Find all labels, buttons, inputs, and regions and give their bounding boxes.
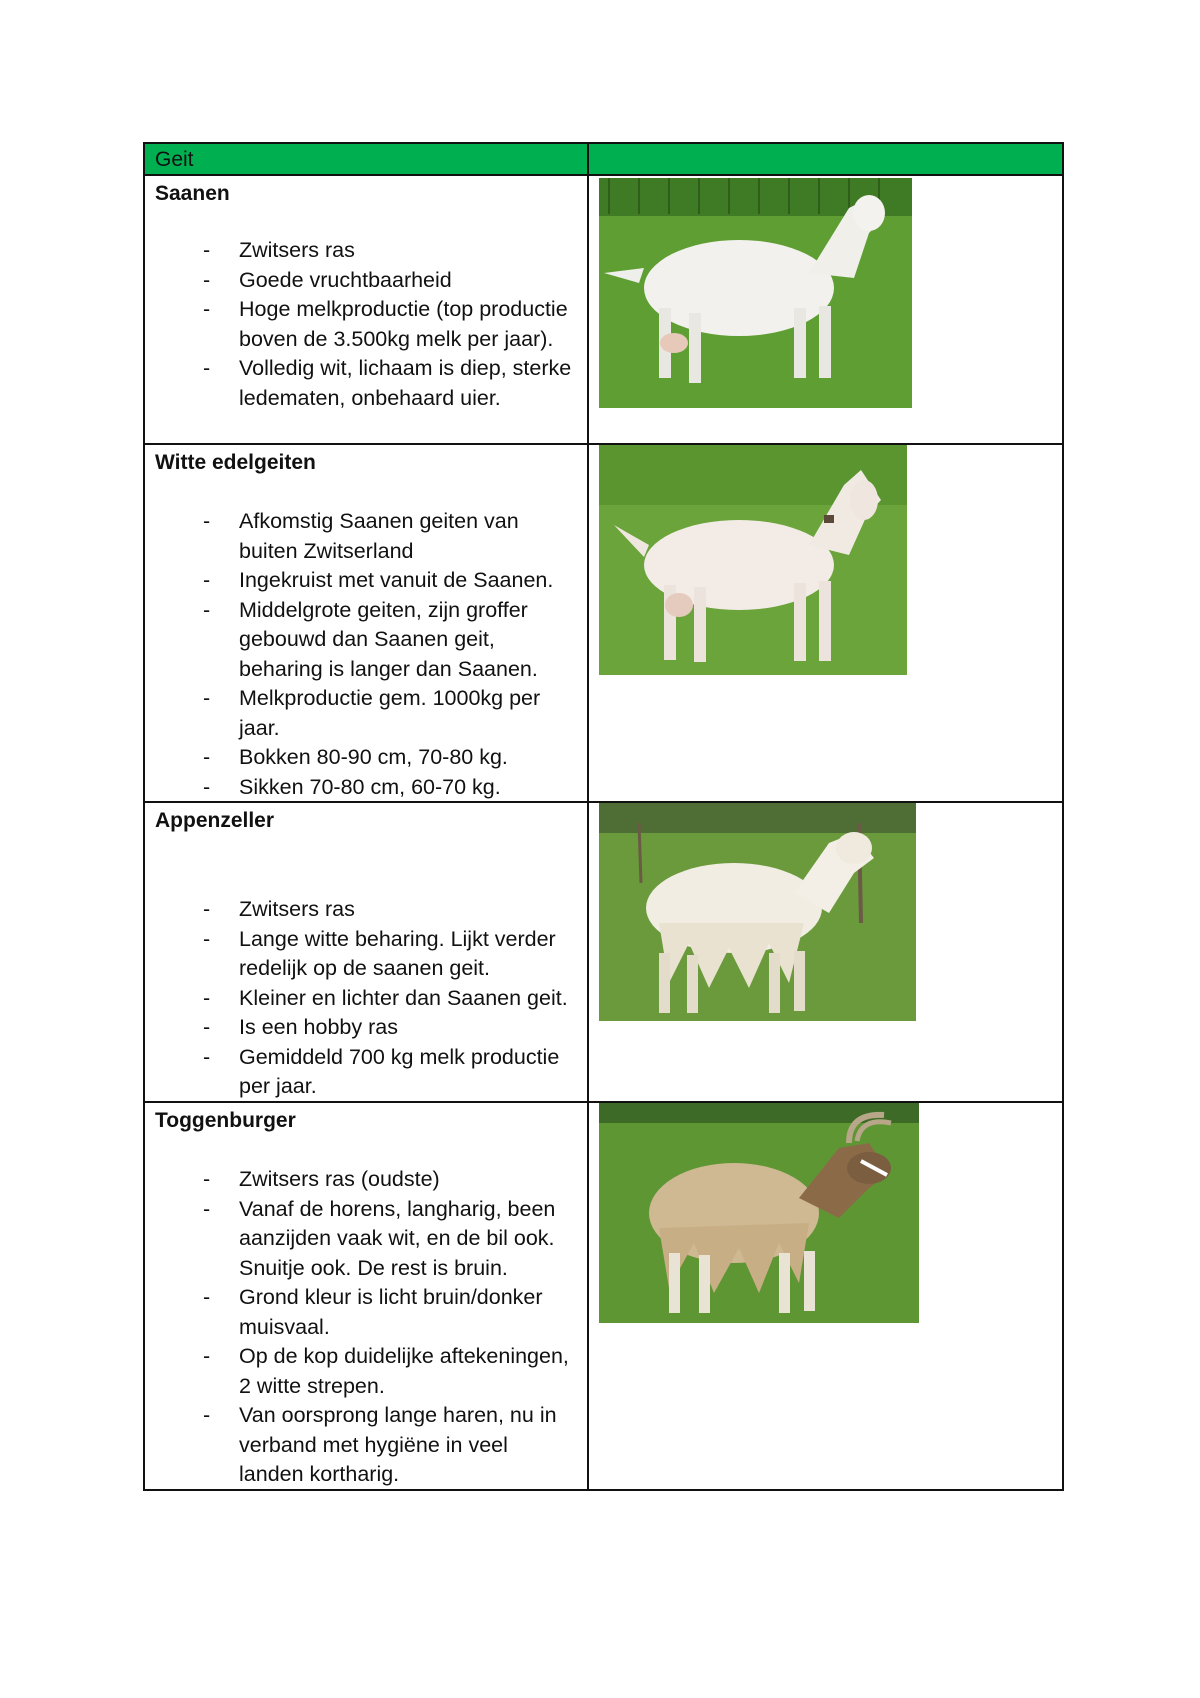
brown-toggenburger-goat-photo	[599, 1103, 919, 1323]
breed-bullet-list	[155, 236, 577, 413]
list-item: - Kleiner en lichter dan Saanen geit.	[239, 984, 577, 1014]
breed-photo-cell	[589, 445, 1062, 801]
list-item: - Is een hobby ras	[239, 1013, 577, 1043]
white-saanen-goat-photo	[599, 178, 912, 408]
breed-bullet-list	[155, 1165, 577, 1490]
list-item: - Melkproductie gem. 1000kg per jaar.	[239, 684, 577, 743]
list-item: - Zwitsers ras	[239, 236, 577, 266]
breed-photo-cell	[589, 803, 1062, 1101]
list-item: - Afkomstig Saanen geiten van buiten Zwitserland	[239, 507, 577, 566]
breed-table	[143, 142, 1064, 1491]
breed-title: Witte edelgeiten	[155, 451, 316, 474]
list-item: - Zwitsers ras	[239, 895, 577, 925]
list-item: - Volledig wit, lichaam is diep, sterke ledematen, onbehaard uier.	[239, 354, 577, 413]
breed-photo-cell	[589, 176, 1062, 443]
breed-text-cell	[145, 803, 589, 1101]
list-item: - Goede vruchtbaarheid	[239, 266, 577, 296]
header-cell-empty	[589, 144, 1062, 174]
list-item: - Lange witte beharing. Lijkt verder redelijk op de saanen geit.	[239, 925, 577, 984]
list-item: - Van oorsprong lange haren, nu in verband met hygiëne in veel landen kortharig.	[239, 1401, 577, 1490]
breed-bullet-list	[155, 507, 577, 802]
list-item: - Op de kop duidelijke aftekeningen, 2 witte strepen.	[239, 1342, 577, 1401]
breed-title: Toggenburger	[155, 1109, 296, 1132]
list-item: - Sikken 70-80 cm, 60-70 kg.	[239, 773, 577, 803]
breed-text-cell	[145, 176, 589, 443]
breed-photo-cell	[589, 1103, 1062, 1489]
list-item: - Zwitsers ras (oudste)	[239, 1165, 577, 1195]
white-edelgeit-goat-photo	[599, 445, 907, 675]
breed-text-cell	[145, 445, 589, 801]
table-row-witte-edelgeiten	[145, 443, 1062, 801]
list-item: - Middelgrote geiten, zijn groffer gebouwd dan Saanen geit, beharing is langer dan Saanen.	[239, 596, 577, 685]
list-item: - Hoge melkproductie (top productie boven de 3.500kg melk per jaar).	[239, 295, 577, 354]
table-header-row	[145, 144, 1062, 174]
table-row-appenzeller	[145, 801, 1062, 1101]
long-haired-white-goat-photo	[599, 803, 916, 1021]
list-item: - Vanaf de horens, langharig, been aanzijden vaak wit, en de bil ook. Snuitje ook. De rest is bruin.	[239, 1195, 577, 1284]
breed-text-cell	[145, 1103, 589, 1489]
header-cell-title: Geit	[145, 144, 589, 174]
list-item: - Ingekruist met vanuit de Saanen.	[239, 566, 577, 596]
table-row-toggenburger	[145, 1101, 1062, 1489]
list-item: - Grond kleur is licht bruin/donker muisvaal.	[239, 1283, 577, 1342]
breed-title: Appenzeller	[155, 809, 275, 832]
table-row-saanen	[145, 174, 1062, 443]
breed-bullet-list	[155, 895, 577, 1102]
breed-title: Saanen	[155, 182, 230, 205]
list-item: - Bokken 80-90 cm, 70-80 kg.	[239, 743, 577, 773]
list-item: - Gemiddeld 700 kg melk productie per jaar.	[239, 1043, 577, 1102]
